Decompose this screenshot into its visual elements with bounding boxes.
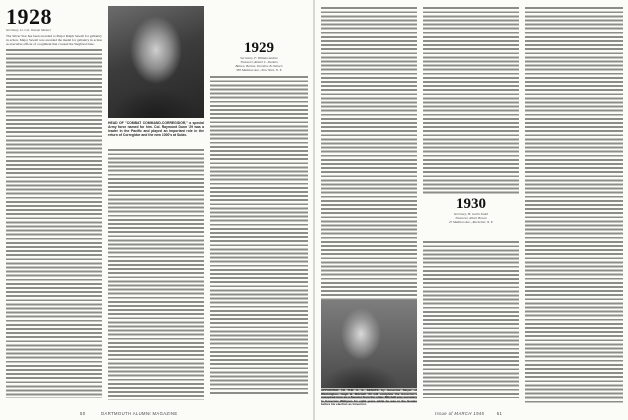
left-page — [0, 0, 313, 420]
page-number-right: 51 — [496, 411, 503, 416]
body-text-block — [423, 6, 519, 194]
footer-line-right — [435, 411, 502, 416]
photo-caption-dunn: HEAD OF "COMBAT COMMAND-CORREGIDOR," a special Army force named for him. Col. Raymond Dunn '29 was a leader in the Pacific and played an important role in the return of Corregidor and the new 1000's at Subic. — [108, 121, 204, 138]
address-line-2-1929: 383 Madison Ave., New York, N. Y. — [236, 68, 282, 72]
class-year-1928: 1928 — [6, 6, 52, 29]
page-number-left: 50 — [80, 411, 86, 416]
footer-line — [80, 411, 178, 416]
column-5-bottom — [423, 240, 519, 400]
body-text-block — [423, 240, 519, 398]
body-text-block — [525, 6, 623, 404]
photo-caption-mitchell: APPOINTED TO THE U. S. SENATE by Governor Meyer of Washington, Hugh B. Mitchell '30 will complete the Governor's unexpired term as a Senator from the state. Mitchell was secretary to Governor Wallgren for eight years while he was in the Senate before his election as Governor. — [321, 388, 417, 406]
opening-paragraph-1928: The Silver Star has been awarded to Major Ralph Sewall for gallantry in action. Major Sewall was awarded the medal for gallantry in action as executive officer of a regiment that crossed the Siegfried Line. — [6, 34, 102, 47]
portrait-photo-mitchell — [321, 300, 417, 388]
treasurer-heading-1930: Treasurer, Albert Brown — [455, 216, 487, 220]
column-6 — [525, 6, 623, 406]
issue-label: Issue of MARCH 1945 — [435, 411, 485, 416]
column-3 — [210, 40, 308, 400]
column-2-text — [108, 148, 204, 400]
right-page — [315, 0, 628, 420]
body-text-block — [6, 48, 102, 398]
column-1 — [6, 6, 102, 406]
magazine-footer: DARTMOUTH ALUMNI MAGAZINE — [101, 411, 178, 416]
class-1930-heading — [423, 196, 519, 236]
body-text-block — [210, 75, 308, 395]
secretary-heading-1929: Secretary, F. William Andres — [240, 56, 278, 60]
treasurer-heading-1929: Treasurer, Robert L. Stanton — [240, 60, 278, 64]
address-line-1930: 25 Madison Ave., Rochester, N. Y. — [448, 220, 494, 224]
secretary-heading-1928: Secretary, Lt. Col. Osmun Skinner — [6, 28, 52, 32]
secretary-heading-1930: Secretary, H. Garth Smith — [453, 212, 489, 216]
column-5-top — [423, 6, 519, 196]
class-year-1929: 1929 — [244, 40, 274, 56]
portrait-photo-dunn — [108, 6, 204, 118]
body-text-block — [108, 148, 204, 400]
address-line-1929: Batsen, Barton, Durstine & Osborn — [235, 64, 283, 68]
class-year-1930: 1930 — [456, 196, 486, 212]
